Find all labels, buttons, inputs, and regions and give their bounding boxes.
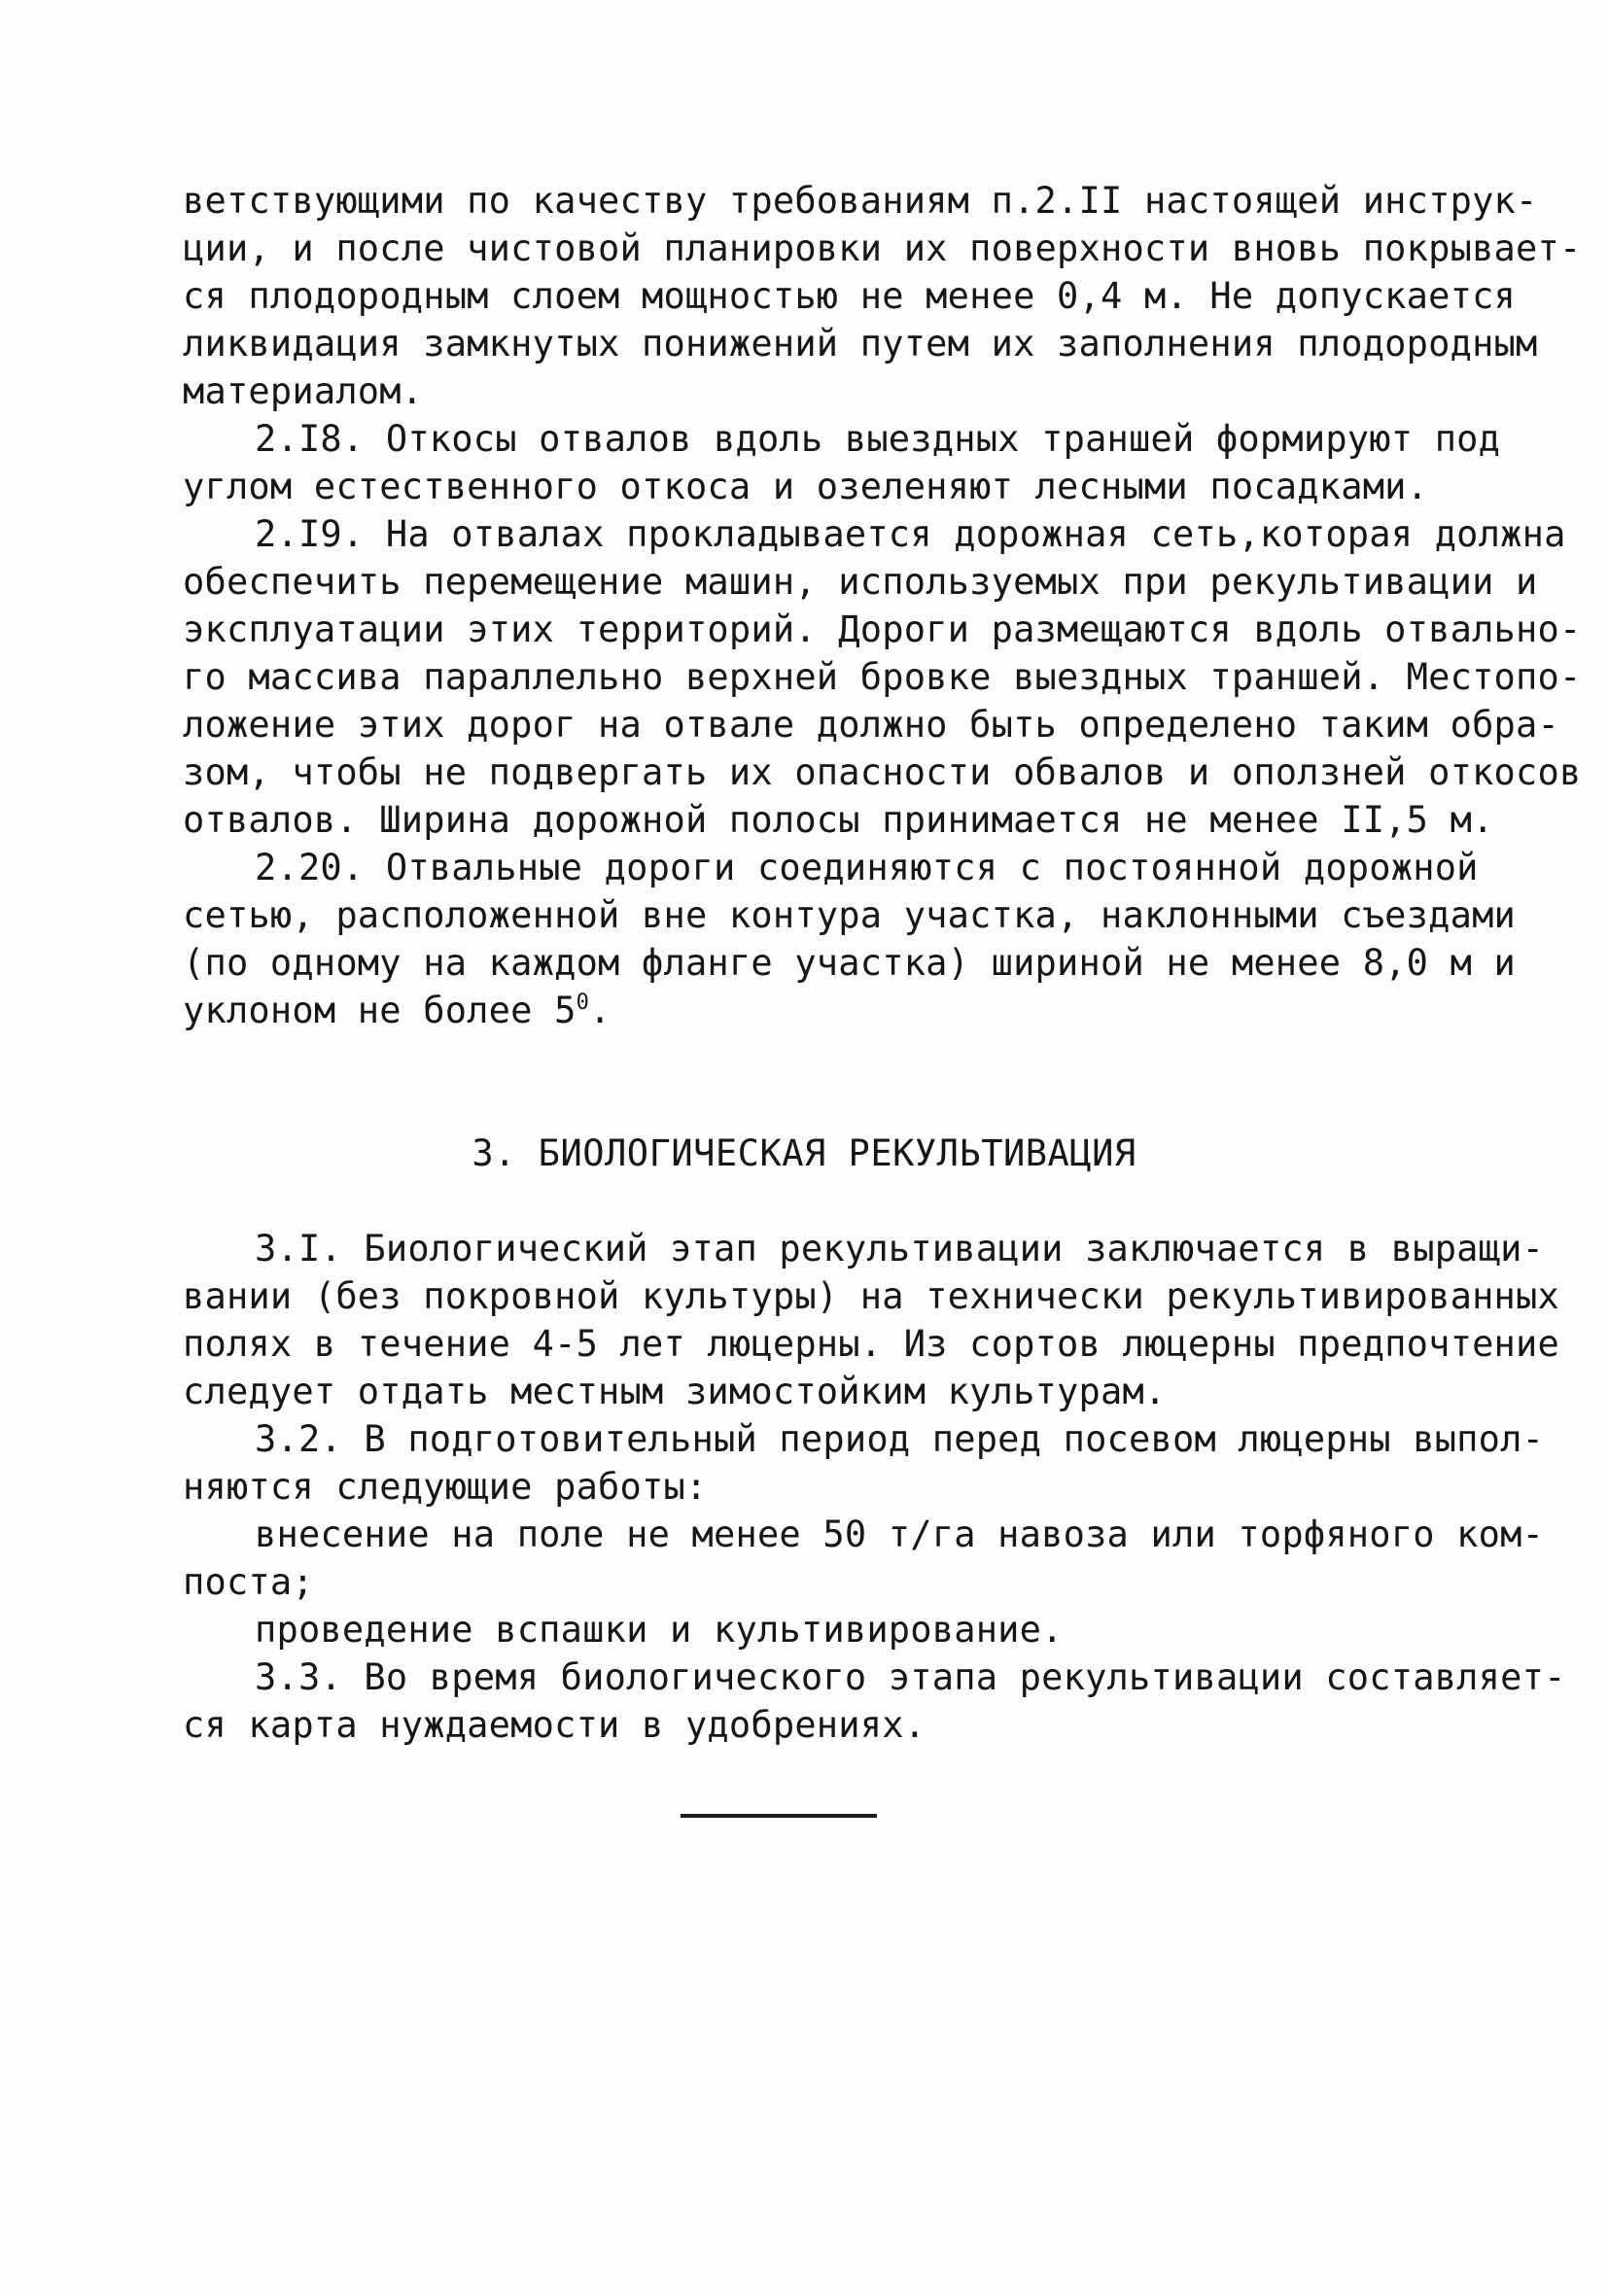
text-line: вании (без покровной культуры) на технически рекультивированных (183, 1275, 1559, 1317)
end-rule (681, 1814, 877, 1818)
text-line: ликвидация замкнутых понижений путем их заполнения плодородным (183, 323, 1538, 365)
text-line: следует отдать местным зимостойким культурам. (183, 1371, 1167, 1412)
text-line: 2.I9. На отвалах прокладывается дорожная сеть,которая должна (255, 513, 1566, 555)
text-line: эксплуатации этих территорий. Дороги размещаются вдоль отвально- (183, 609, 1582, 650)
text-line: 3.2. В подготовительный период перед посевом люцерны выпол- (255, 1418, 1545, 1460)
text-line: углом естественного откоса и озеленяют лесными посадками. (183, 466, 1429, 507)
text-line: ложение этих дорог на отвале должно быть определено таким обра- (183, 704, 1559, 746)
slope-text: уклоном не более 5 (183, 990, 577, 1031)
text-line: внесение на поле не менее 50 т/га навоза или торфяного ком- (255, 1513, 1545, 1555)
text-line: ся карта нуждаемости в удобрениях. (183, 1704, 926, 1746)
text-line: го массива параллельно верхней бровке выездных траншей. Местопо- (183, 656, 1582, 698)
text-line: 2.20. Отвальные дороги соединяются с постоянной дорожной (255, 847, 1479, 888)
sentence-end: . (589, 990, 612, 1031)
text-line: обеспечить перемещение машин, используемых при рекультивации и (183, 561, 1538, 603)
degree-superscript: 0 (576, 991, 590, 1015)
text-line: зом, чтобы не подвергать их опасности обвалов и оползней откосов (183, 751, 1582, 793)
text-line-with-superscript (183, 987, 1419, 1034)
text-line: ся плодородным слоем мощностью не менее 0,4 м. Не допускается (183, 275, 1517, 317)
text-line: 2.I8. Откосы отвалов вдоль выездных траншей формируют под (255, 418, 1501, 460)
text-line: материалом. (183, 370, 424, 412)
text-line: сетью, расположенной вне контура участка, наклонными съездами (183, 894, 1517, 936)
section-heading: 3. БИОЛОГИЧЕСКАЯ РЕКУЛЬТИВАЦИЯ (472, 1132, 1136, 1174)
text-line: (по одному на каждом фланге участка) шириной не менее 8,0 м и (183, 942, 1517, 984)
text-line: поста; (183, 1561, 314, 1603)
text-line: ции, и после чистовой планировки их поверхности вновь покрывает- (183, 227, 1582, 269)
text-line: ветствующими по качеству требованиям п.2.II настоящей инструк- (183, 180, 1538, 222)
text-line: отвалов. Ширина дорожной полосы принимается не менее II,5 м. (183, 799, 1494, 841)
text-line: няются следующие работы: (183, 1466, 708, 1508)
text-line: 3.3. Во время биологического этапа рекультивации составляет- (255, 1656, 1566, 1698)
text-line: полях в течение 4-5 лет люцерны. Из сортов люцерны предпочтение (183, 1323, 1559, 1365)
text-line: 3.I. Биологический этап рекультивации заключается в выращи- (255, 1228, 1545, 1270)
text-line: проведение вспашки и культивирование. (255, 1609, 1064, 1651)
